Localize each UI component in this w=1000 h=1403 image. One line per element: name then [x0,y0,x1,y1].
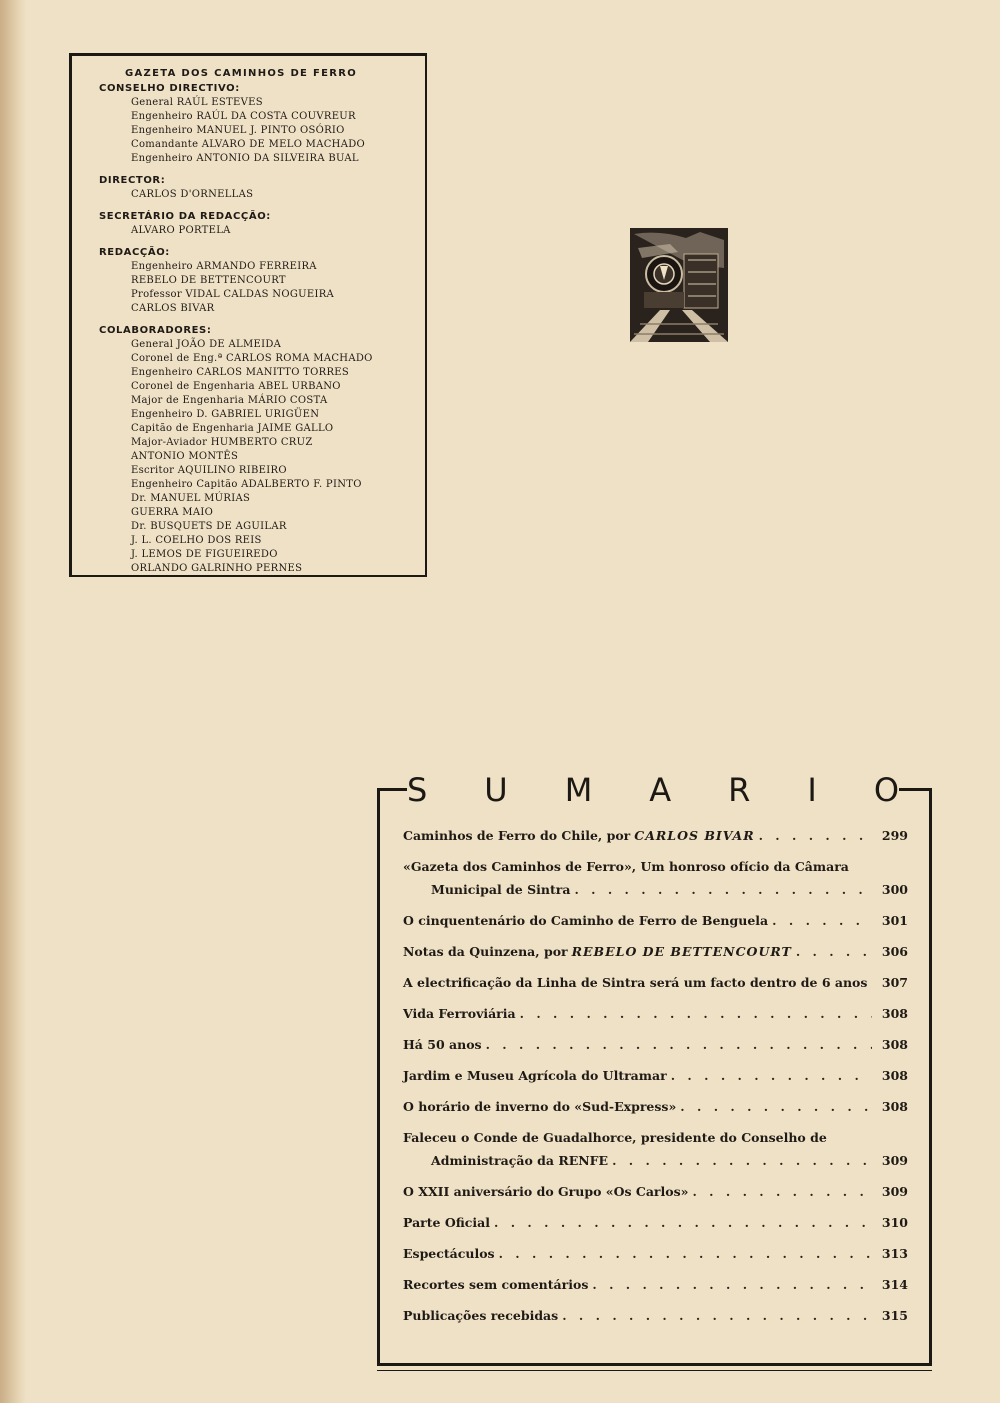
summary-top-rule-left [377,788,407,791]
toc-line [403,1273,908,1296]
summary-title-letter: O [873,771,899,809]
toc-line [403,940,908,963]
toc-leader-dots [671,1064,872,1087]
toc-title: Espectáculos [403,1246,495,1261]
summary-title-letter: S [407,771,428,809]
staff-name: General JOÃO DE ALMEIDA [131,339,282,350]
masthead-section [99,246,425,316]
toc-line [403,1180,908,1203]
toc-title: Municipal de Sintra [431,882,571,897]
toc-title: Publicações recebidas [403,1308,559,1323]
toc-line [403,1126,908,1149]
staff-name: Major-Aviador HUMBERTO CRUZ [131,437,313,448]
toc-line [403,1149,908,1172]
toc-page-number: 301 [881,913,908,928]
staff-name: ANTONIO MONTÊS [131,451,239,462]
staff-name: CARLOS BIVAR [131,303,215,314]
toc-entry [403,1126,908,1172]
toc-line [403,1033,908,1056]
summary-title-letter: I [807,771,817,809]
toc-author: REBELO DE BETTENCOURT [571,944,792,959]
staff-name: Dr. BUSQUETS DE AGUILAR [131,521,287,532]
toc-leader-dots [612,1149,872,1172]
toc-entry [403,1242,908,1265]
toc-leader-dots [499,1242,872,1265]
toc-line [403,878,908,901]
toc-title: Faleceu o Conde de Guadalhorce, presidente do Conselho de [403,1130,827,1145]
section-heading: CONSELHO DIRECTIVO: [99,83,240,94]
toc-page-number: 307 [881,975,908,990]
toc-page-number: 308 [881,1099,908,1114]
staff-name: REBELO DE BETTENCOURT [131,275,286,286]
toc-page-number: 310 [881,1215,908,1230]
staff-name: Engenheiro MANUEL J. PINTO OSÓRIO [131,125,345,136]
toc-leader-dots [871,971,872,994]
toc-title: Notas da Quinzena, por [403,944,568,959]
toc-line [403,1242,908,1265]
section-heading: REDACÇÃO: [99,247,170,258]
staff-name: Dr. MANUEL MÚRIAS [131,493,251,504]
toc-line [403,824,908,847]
toc-leader-dots [796,940,872,963]
toc-leader-dots [759,824,872,847]
toc-leader-dots [486,1033,872,1056]
masthead-section [99,82,425,166]
toc-entry [403,909,908,932]
toc-title: Há 50 anos [403,1037,482,1052]
toc-author: CARLOS BIVAR [634,828,755,843]
toc-line [403,1064,908,1087]
toc-entry [403,1180,908,1203]
staff-name: Professor VIDAL CALDAS NOGUEIRA [131,289,335,300]
staff-name: ORLANDO GALRINHO PERNES [131,563,303,574]
toc-title: O XXII aniversário do Grupo «Os Carlos» [403,1184,689,1199]
section-names [99,338,425,576]
toc-page-number: 308 [881,1006,908,1021]
toc-entry [403,971,908,994]
toc-entry [403,1095,908,1118]
masthead-section [99,174,425,202]
staff-name: Comandante ALVARO DE MELO MACHADO [131,139,366,150]
toc-leader-dots [772,909,872,932]
staff-name: Engenheiro RAÚL DA COSTA COUVREUR [131,111,356,122]
staff-name: Coronel de Engenharia ABEL URBANO [131,381,341,392]
toc-line [403,1211,908,1234]
staff-name: Escritor AQUILINO RIBEIRO [131,465,287,476]
toc-entry [403,1033,908,1056]
toc-entry [403,1064,908,1087]
toc-page-number: 315 [881,1308,908,1323]
toc-entry [403,1304,908,1327]
table-of-contents [403,824,908,1335]
section-heading: SECRETÁRIO DA REDACÇÃO: [99,211,271,222]
masthead-section [99,210,425,238]
masthead-title: GAZETA DOS CAMINHOS DE FERRO [125,68,358,79]
toc-leader-dots [574,878,872,901]
toc-line [403,909,908,932]
toc-title: Vida Ferroviária [403,1006,516,1021]
staff-name: J. LEMOS DE FIGUEIREDO [131,549,278,560]
toc-title: Caminhos de Ferro do Chile, por [403,828,631,843]
summary-title-letter: R [728,771,751,809]
toc-page-number: 309 [881,1153,908,1168]
toc-leader-dots [680,1095,872,1118]
toc-leader-dots [692,1180,872,1203]
toc-title: Jardim e Museu Agrícola do Ultramar [403,1068,667,1083]
summary-title-letter: A [649,771,672,809]
toc-leader-dots [562,1304,872,1327]
staff-name: Engenheiro D. GABRIEL URIGÜEN [131,409,320,420]
toc-entry [403,940,908,963]
toc-title: «Gazeta dos Caminhos de Ferro», Um honroso ofício da Câmara [403,859,849,874]
toc-line [403,1095,908,1118]
staff-name: J. L. COELHO DOS REIS [131,535,262,546]
toc-title: Parte Oficial [403,1215,491,1230]
toc-line [403,1002,908,1025]
toc-leader-dots [494,1211,872,1234]
staff-name: Coronel de Eng.ª CARLOS ROMA MACHADO [131,353,373,364]
staff-name: Capitão de Engenharia JAIME GALLO [131,423,334,434]
staff-name: CARLOS D'ORNELLAS [131,189,254,200]
staff-name: ALVARO PORTELA [131,225,231,236]
toc-leader-dots [592,1273,872,1296]
staff-name: Engenheiro ARMANDO FERREIRA [131,261,317,272]
toc-title: Administração da RENFE [431,1153,609,1168]
toc-line [403,971,908,994]
section-names [99,224,425,238]
toc-line [403,855,908,878]
locomotive-engraving-icon [630,228,728,342]
toc-page-number: 300 [881,882,908,897]
toc-title: O horário de inverno do «Sud-Express» [403,1099,677,1114]
staff-name: General RAÚL ESTEVES [131,97,263,108]
toc-entry [403,855,908,901]
summary-title [407,772,899,808]
toc-entry [403,1273,908,1296]
staff-name: Engenheiro ANTONIO DA SILVEIRA BUAL [131,153,359,164]
section-names [99,188,425,202]
toc-entry [403,824,908,847]
summary-title-letter: M [564,771,593,809]
staff-name: GUERRA MAIO [131,507,214,518]
toc-title: Recortes sem comentários [403,1277,589,1292]
toc-page-number: 309 [881,1184,908,1199]
section-names [99,260,425,316]
staff-name: Engenheiro CARLOS MANITTO TORRES [131,367,350,378]
toc-entry [403,1211,908,1234]
toc-page-number: 306 [881,944,908,959]
masthead-box [69,53,427,577]
toc-page-number: 313 [881,1246,908,1261]
staff-name: Major de Engenharia MÁRIO COSTA [131,395,328,406]
section-names [99,96,425,166]
toc-entry [403,1002,908,1025]
summary-top-rule-right [899,788,932,791]
toc-title: O cinquentenário do Caminho de Ferro de Benguela [403,913,769,928]
toc-page-number: 314 [881,1277,908,1292]
section-heading: COLABORADORES: [99,325,212,336]
summary-title-letter: U [484,771,508,809]
toc-leader-dots [520,1002,872,1025]
toc-page-number: 308 [881,1068,908,1083]
summary-box [377,771,935,1368]
staff-name: Engenheiro Capitão ADALBERTO F. PINTO [131,479,362,490]
section-heading: DIRECTOR: [99,175,166,186]
masthead-sections [99,82,425,576]
toc-page-number: 308 [881,1037,908,1052]
page-binding-edge [0,0,26,1403]
toc-line [403,1304,908,1327]
toc-page-number: 299 [881,828,908,843]
masthead-section [99,324,425,576]
toc-title: A electrificação da Linha de Sintra será um facto dentro de 6 anos [403,975,868,990]
